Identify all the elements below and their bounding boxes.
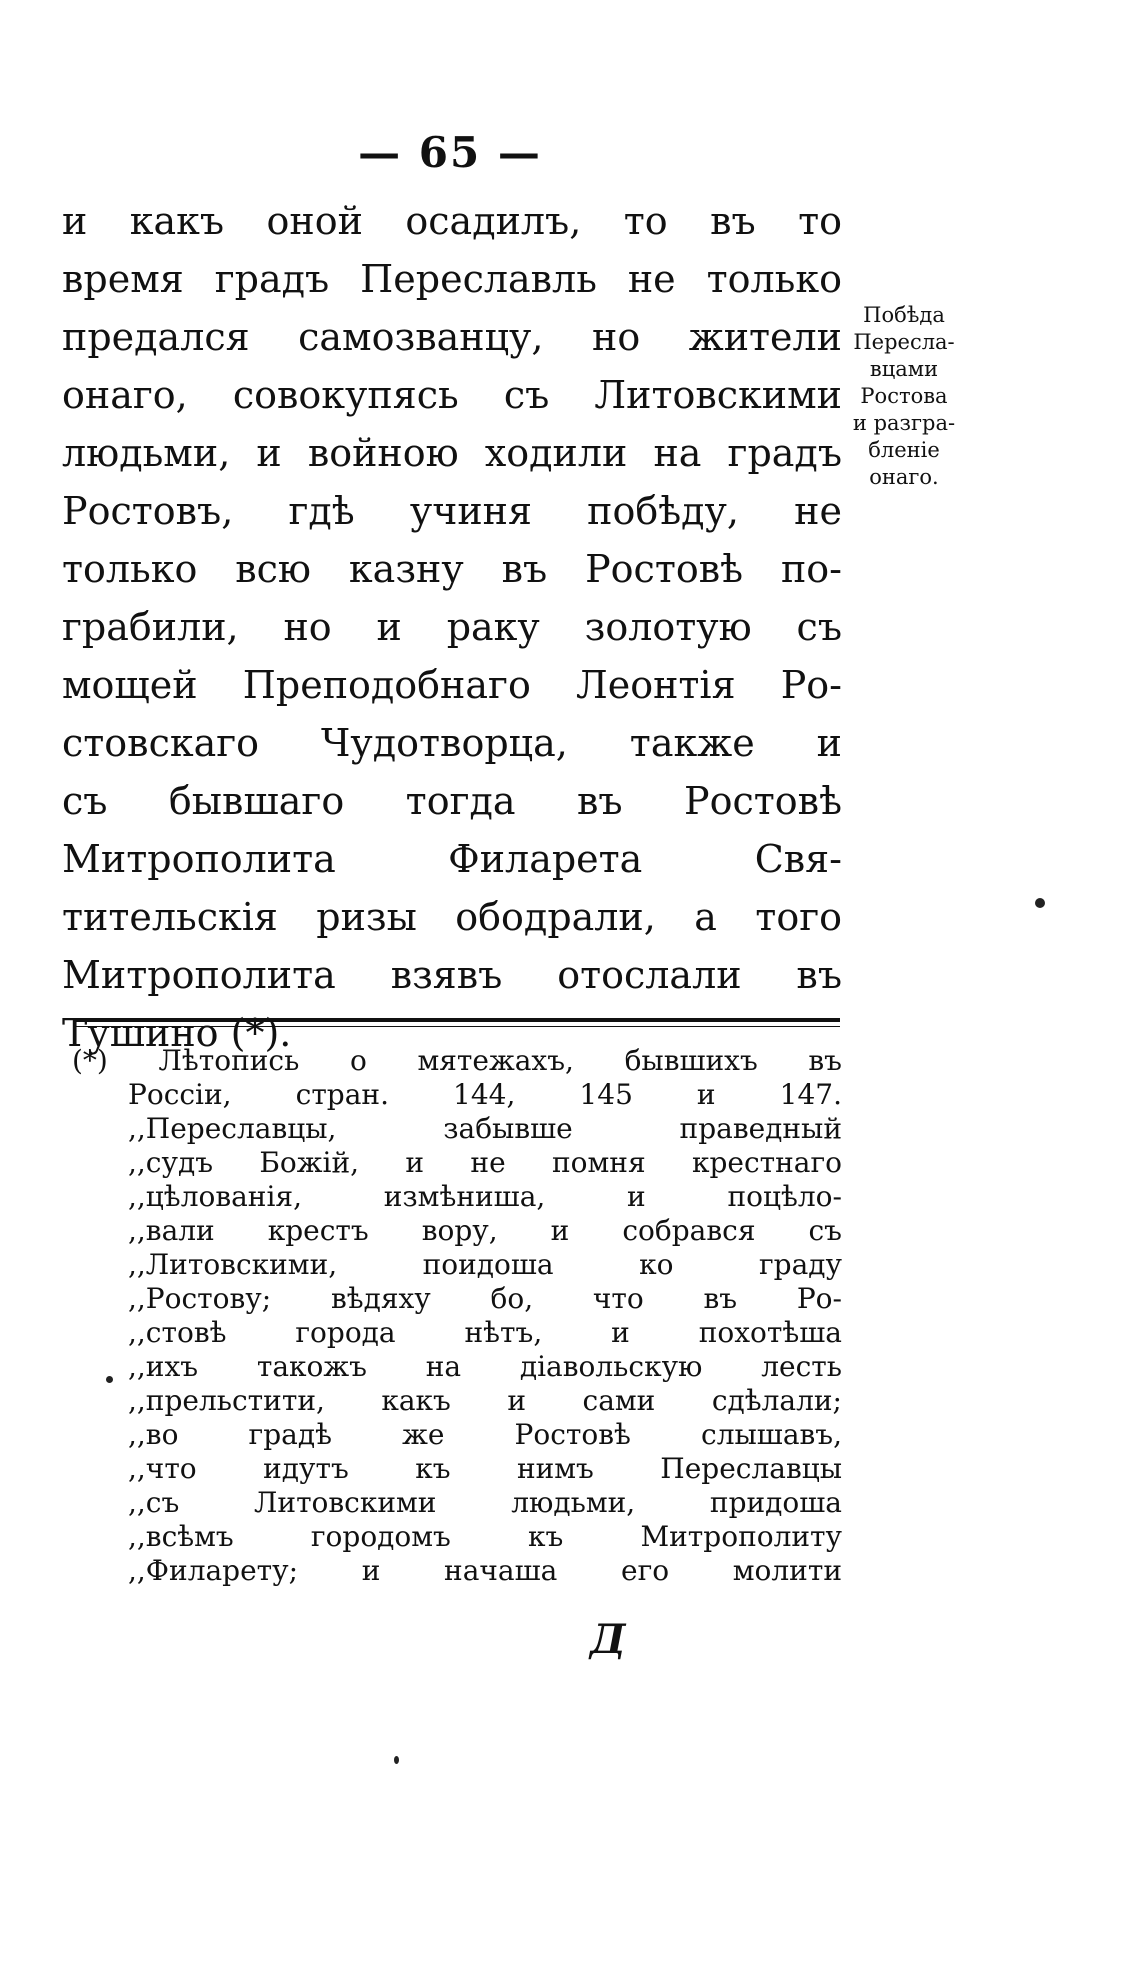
main-text-line: мощей Преподобнаго Леонтія Ро- [62,663,842,707]
footnote-line: ,,съ Литовскими людьми, придоша [128,1486,842,1519]
main-text-line: Тушино (*). [62,1011,292,1055]
footnote-line: (*) Лѣтопись о мятежахъ, бывшихъ въ [72,1044,842,1077]
main-text-line: съ бывшаго тогда въ Ростовѣ [62,779,842,823]
footnote-line: Россіи, стран. 144, 145 и 147. [128,1078,842,1111]
footnote-divider [74,1018,840,1022]
footnote-line: ,,Филарету; и начаша его молити [128,1554,842,1587]
main-text-line: грабили, но и раку золотую съ [62,605,842,649]
footnote-line: ,,цѣлованія, измѣниша, и поцѣло- [128,1180,842,1213]
ink-speck [394,1756,399,1764]
footnote-line: ,,во градѣ же Ростовѣ слышавъ, [128,1418,842,1451]
ink-speck [106,1376,113,1383]
footnote-line: ,,всѣмъ городомъ къ Митрополиту [128,1520,842,1553]
margin-note-line: вцами [869,357,939,381]
margin-note-line: и разгра- [852,411,956,435]
footnote-line: ,,прельстити, какъ и сами сдѣлали; [128,1384,842,1417]
footnote-divider-thin [74,1026,840,1027]
footnote-line: ,,ихъ такожъ на діавольскую лесть [128,1350,842,1383]
ink-speck [1035,898,1045,908]
signature-mark: Д [590,1616,626,1663]
margin-note-line: Пересла- [853,330,955,354]
main-text-block [62,192,842,1062]
margin-note [834,302,974,491]
main-text-line: онаго, совокупясь съ Литовскими [62,373,842,417]
footnote-line: ,,Переславцы, забывше праведный [128,1112,842,1145]
footnote-line: ,,Литовскими, поидоша ко граду [128,1248,842,1281]
footnote-line: ,,Ростову; вѣдяху бо, что въ Ро- [128,1282,842,1315]
footnote-line: ,,вали крестъ вору, и собрався съ [128,1214,842,1247]
main-text-line: Ростовъ, гдѣ учиня побѣду, не [62,489,842,533]
main-text-line: людьми, и войною ходили на градъ [62,431,842,475]
margin-note-line: Побѣда [863,303,945,327]
margin-note-line: бленіе [868,438,940,462]
main-text-line: Митрополита Филарета Свя- [62,837,842,881]
footnote-block [72,1044,842,1588]
main-text-line: тительскія ризы ободрали, а того [62,895,842,939]
margin-note-line: онаго. [869,465,939,489]
main-text-line: стовскаго Чудотворца, также и [62,721,842,765]
main-text-line: предался самозванцу, но жители [62,315,842,359]
page-number: — 65 — [358,128,542,177]
footnote-line: ,,судъ Божій, и не помня крестнаго [128,1146,842,1179]
footnote-line: ,,что идутъ къ нимъ Переславцы [128,1452,842,1485]
margin-note-line: Ростова [860,384,948,408]
footnote-line: ,,стовѣ города нѣтъ, и похотѣша [128,1316,842,1349]
main-text-line: Митрополита взявъ отослали въ [62,953,842,997]
main-text-line: и какъ оной осадилъ, то въ то [62,199,842,243]
main-text-line: только всю казну въ Ростовѣ по- [62,547,842,591]
main-text-line: время градъ Переславль не только [62,257,842,301]
